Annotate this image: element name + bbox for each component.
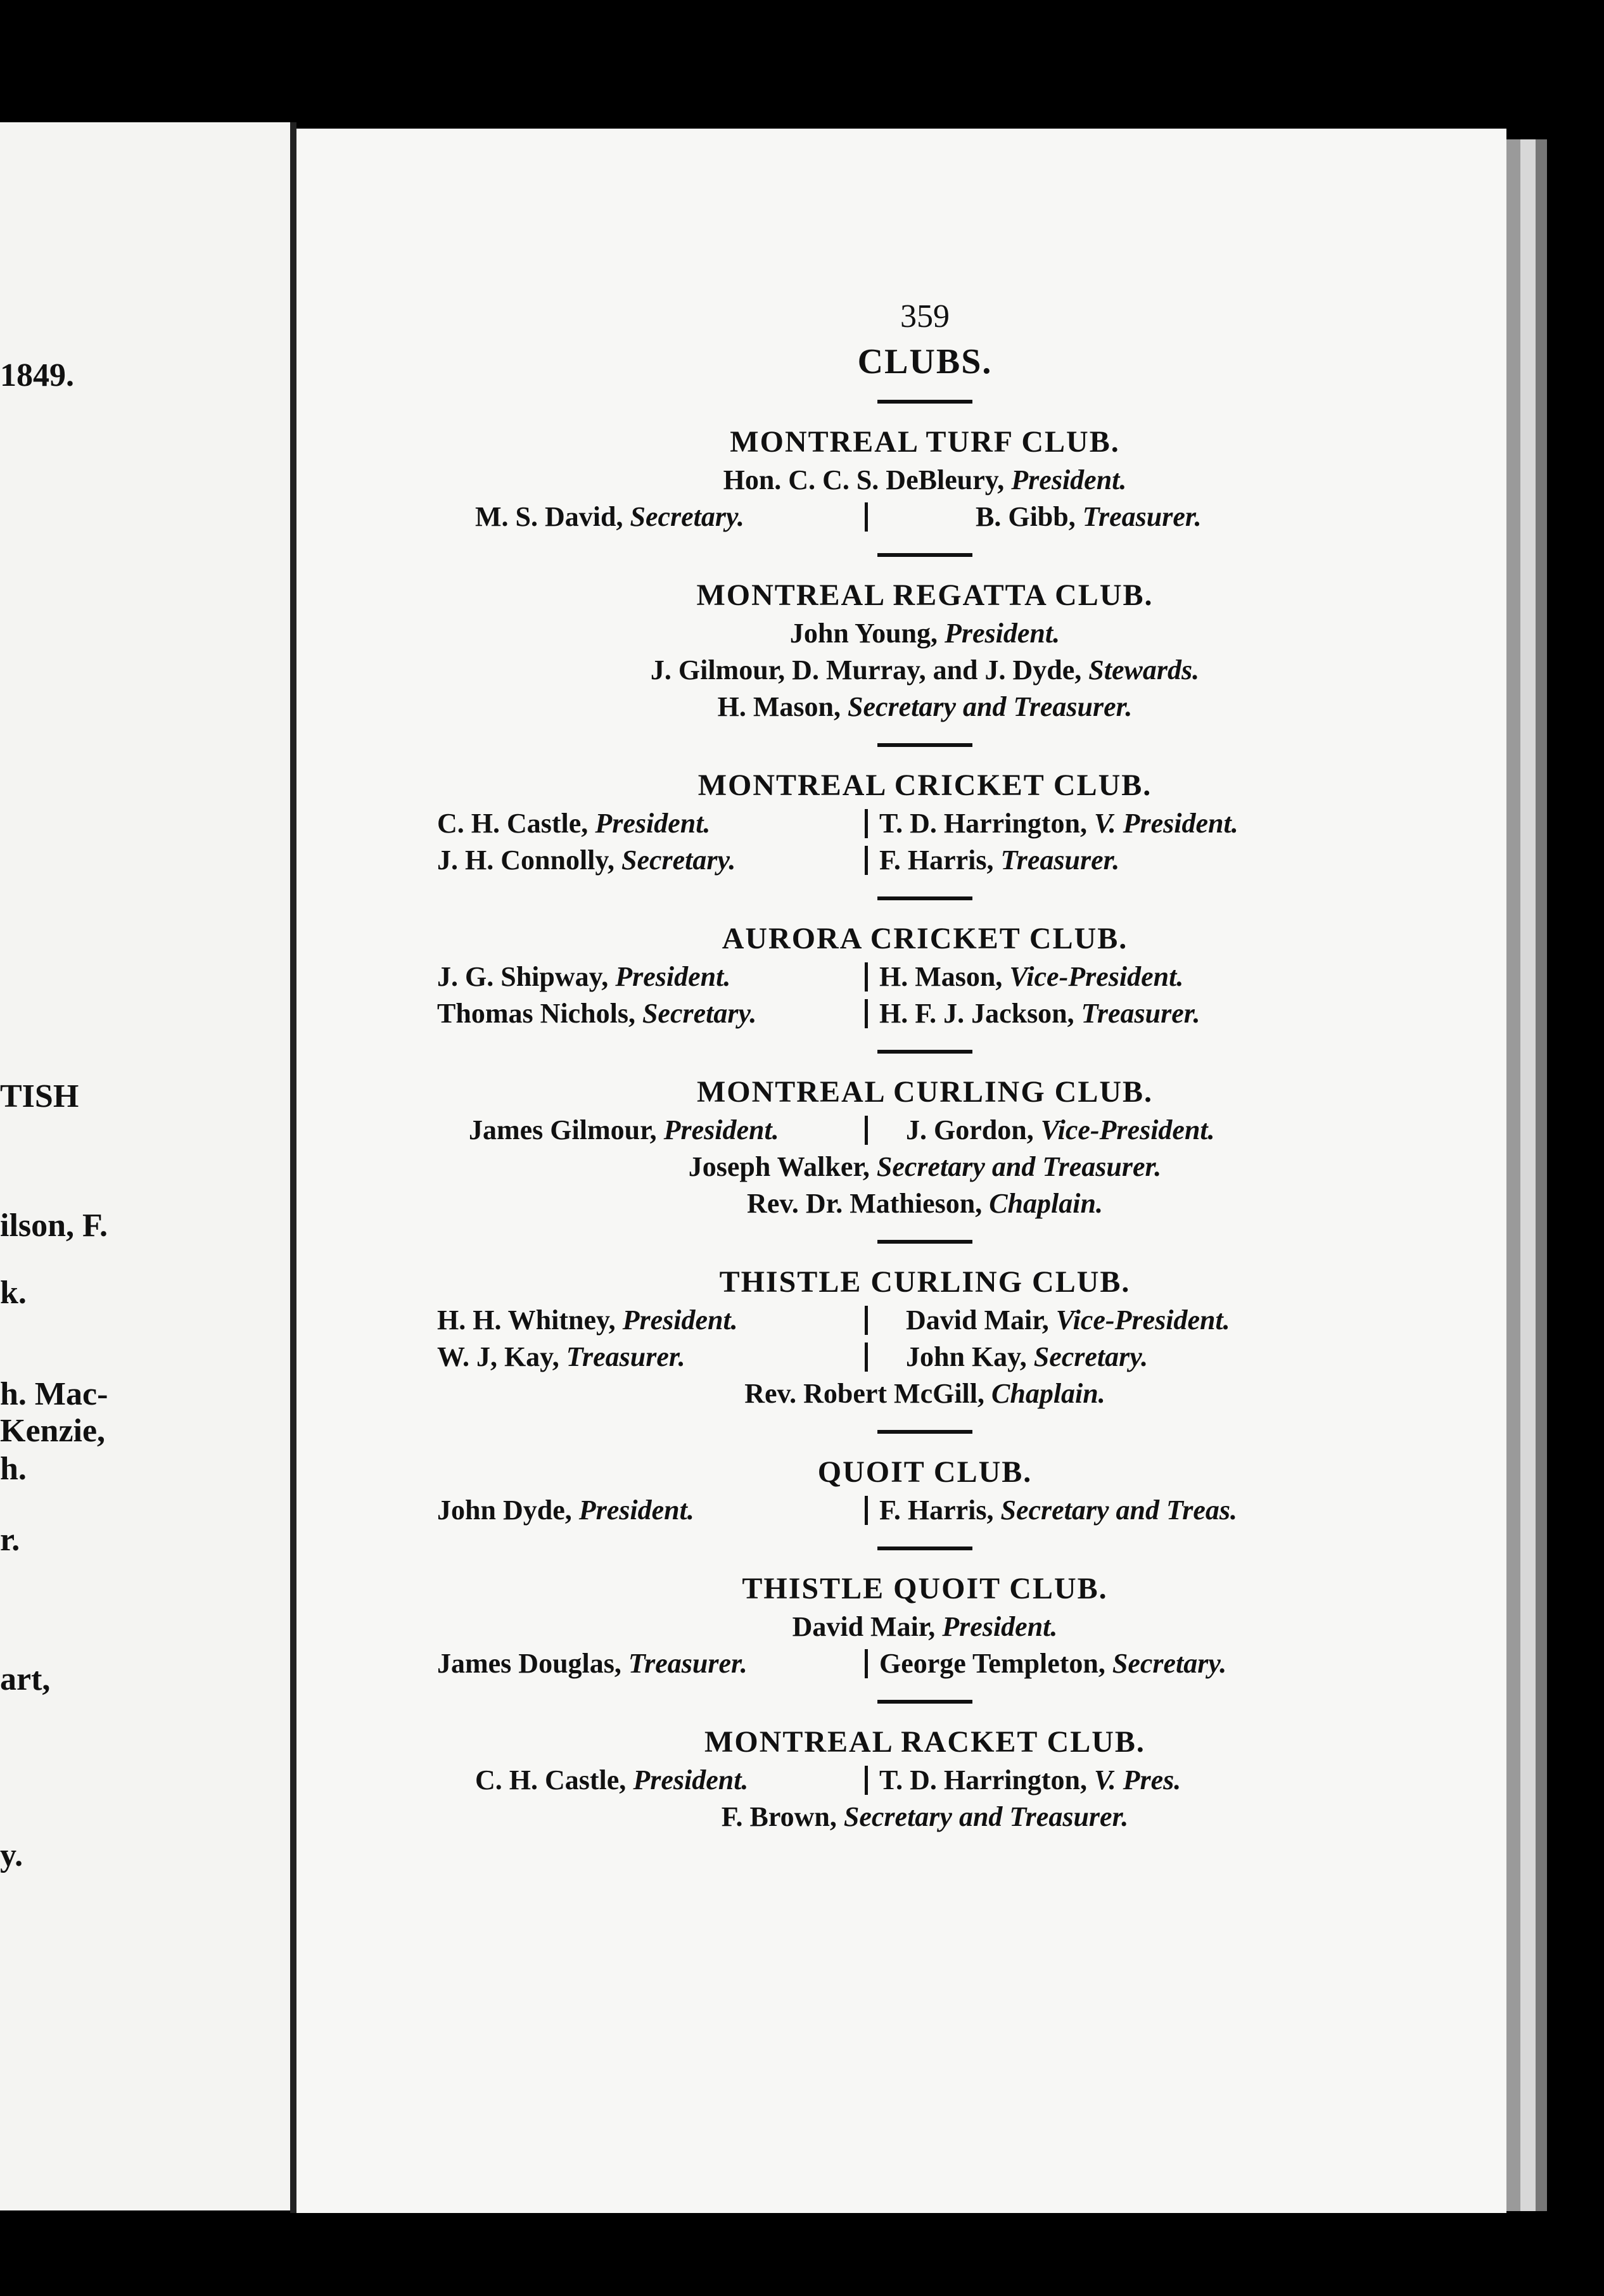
officer-role: Secretary and Treasurer. [876, 1151, 1162, 1182]
officer-role: President. [633, 1764, 749, 1795]
officer-role: President. [615, 961, 731, 992]
club-montreal-curling [405, 1073, 1394, 1222]
left-page-fragment: h. [0, 1451, 27, 1487]
officer-pair [405, 1762, 1394, 1799]
divider [877, 400, 972, 404]
clubs-page-content [405, 298, 1394, 1835]
club-name: MONTREAL CURLING CLUB. [696, 1075, 1154, 1109]
officer-role: Secretary. [630, 501, 744, 532]
officer-pair [405, 1492, 1394, 1529]
column-separator [865, 1343, 868, 1372]
officer-line [431, 1375, 1419, 1412]
left-page-fragment: Kenzie, [0, 1413, 106, 1449]
club-name: THISTLE QUOIT CLUB. [742, 1572, 1108, 1605]
officer-name: James Gilmour, [469, 1114, 657, 1145]
club-montreal-regatta [405, 576, 1394, 725]
divider [877, 896, 972, 900]
officer-line [431, 1609, 1419, 1645]
officer-line [431, 689, 1419, 725]
officer-role: Secretary. [1033, 1341, 1149, 1372]
club-montreal-turf [405, 423, 1394, 535]
column-separator [865, 1766, 868, 1795]
officer-pair [405, 959, 1394, 995]
left-page-fragment: h. Mac- [0, 1376, 108, 1412]
officer-name: C. H. Castle, [437, 808, 589, 839]
officer-role: Secretary. [621, 845, 736, 876]
left-page-fragment: y. [0, 1837, 23, 1873]
column-separator [865, 1116, 868, 1145]
divider [877, 553, 972, 557]
officer-name: T. D. Harrington, [879, 808, 1087, 839]
officer-name: David Mair, [792, 1611, 936, 1642]
club-name: MONTREAL CRICKET CLUB. [697, 769, 1152, 802]
column-separator [865, 846, 868, 875]
club-name: MONTREAL RACKET CLUB. [704, 1725, 1145, 1759]
left-page [0, 122, 290, 2210]
officer-line [431, 1149, 1419, 1185]
officer-role: President. [942, 1611, 1058, 1642]
divider [877, 1700, 972, 1704]
officer-role: Secretary and Treasurer. [847, 691, 1133, 722]
officer-name: H. F. J. Jackson, [879, 998, 1074, 1029]
column-separator [865, 1649, 868, 1678]
officer-name: Thomas Nichols, [437, 998, 635, 1029]
club-name: MONTREAL TURF CLUB. [730, 425, 1120, 459]
officer-role: Secretary and Treasurer. [843, 1801, 1129, 1832]
officer-name: F. Harris, [879, 845, 994, 876]
left-page-fragment: art, [0, 1661, 51, 1697]
officer-name: T. D. Harrington, [879, 1764, 1087, 1795]
officer-name: F. Brown, [721, 1801, 837, 1832]
officer-role: Secretary. [642, 998, 757, 1029]
officer-name: Hon. C. C. S. DeBleury, [723, 464, 1005, 495]
officer-line [431, 1799, 1419, 1835]
officer-name: J. H. Connolly, [437, 845, 614, 876]
officer-role: President. [595, 808, 711, 839]
officer-role: V. Pres. [1093, 1764, 1181, 1795]
officer-role: Chaplain. [991, 1378, 1105, 1409]
officer-role: Stewards. [1088, 654, 1200, 686]
officer-name: C. H. Castle, [475, 1764, 627, 1795]
officer-role: Secretary and Treas. [1000, 1495, 1238, 1526]
officer-role: V. President. [1093, 808, 1238, 839]
column-separator [865, 1306, 868, 1335]
officer-name: J. G. Shipway, [437, 961, 609, 992]
divider [877, 1430, 972, 1434]
column-separator [865, 999, 868, 1028]
divider [877, 743, 972, 747]
officer-name: J. Gordon, [906, 1114, 1034, 1145]
officer-pair [405, 1112, 1394, 1149]
officer-role: Chaplain. [989, 1188, 1103, 1219]
club-thistle-quoit [405, 1569, 1394, 1682]
club-name: AURORA CRICKET CLUB. [722, 922, 1128, 955]
officer-line [431, 652, 1419, 689]
divider [877, 1240, 972, 1244]
officer-name: H. Mason, [879, 961, 1003, 992]
officer-role: Treasurer. [1000, 845, 1120, 876]
club-montreal-cricket [405, 766, 1394, 879]
club-aurora-cricket [405, 919, 1394, 1032]
page-edge [1520, 139, 1536, 2211]
officer-role: President. [663, 1114, 779, 1145]
officer-role: Treasurer. [628, 1648, 748, 1679]
officer-role: President. [945, 618, 1060, 649]
club-quoit [405, 1453, 1394, 1529]
column-separator [865, 962, 868, 992]
officer-role: Treasurer. [1082, 501, 1202, 532]
officer-name: David Mair, [906, 1304, 1049, 1336]
officer-name: B. Gibb, [976, 501, 1076, 532]
officer-name: J. Gilmour, D. Murray, and J. Dyde, [650, 654, 1082, 686]
book-gutter [290, 122, 296, 2213]
officer-name: Rev. Dr. Mathieson, [747, 1188, 983, 1219]
page-number: 359 [900, 298, 950, 335]
officer-name: John Young, [789, 618, 938, 649]
club-thistle-curling [405, 1263, 1394, 1412]
officer-name: Joseph Walker, [688, 1151, 870, 1182]
page-edge [1506, 139, 1520, 2211]
officer-pair [405, 842, 1394, 879]
officer-role: Treasurer. [1081, 998, 1200, 1029]
officer-name: M. S. David, [475, 501, 623, 532]
officer-pair [405, 1645, 1394, 1682]
left-page-fragment: k. [0, 1275, 27, 1311]
officer-name: John Dyde, [437, 1495, 572, 1526]
divider [877, 1050, 972, 1054]
club-name: THISTLE CURLING CLUB. [719, 1265, 1131, 1299]
officer-name: H. Mason, [717, 691, 841, 722]
officer-name: F. Harris, [879, 1495, 994, 1526]
officer-pair [405, 995, 1394, 1032]
column-separator [865, 809, 868, 838]
officer-role: President. [1011, 464, 1127, 495]
officer-name: H. H. Whitney, [437, 1304, 616, 1336]
officer-role: President. [578, 1495, 694, 1526]
left-page-fragment: ilson, F. [0, 1208, 108, 1244]
officer-name: John Kay, [906, 1341, 1027, 1372]
page-title: CLUBS. [857, 342, 993, 381]
officer-line [431, 462, 1419, 499]
officer-name: George Templeton, [879, 1648, 1105, 1679]
officer-role: Treasurer. [566, 1341, 685, 1372]
column-separator [865, 1496, 868, 1525]
officer-role: Secretary. [1112, 1648, 1227, 1679]
left-page-fragment: TISH [0, 1078, 79, 1114]
officer-name: W. J, Kay, [437, 1341, 559, 1372]
club-montreal-racket [405, 1723, 1394, 1835]
officer-pair [405, 499, 1394, 535]
club-name: MONTREAL REGATTA CLUB. [696, 578, 1154, 612]
left-page-fragment: r. [0, 1522, 20, 1558]
page-edge [1536, 139, 1547, 2211]
club-name: QUOIT CLUB. [817, 1455, 1033, 1489]
officer-role: Vice-President. [1055, 1304, 1230, 1336]
column-separator [865, 502, 868, 532]
officer-role: President. [622, 1304, 738, 1336]
officer-name: James Douglas, [437, 1648, 621, 1679]
divider [877, 1547, 972, 1550]
officer-role: Vice-President. [1040, 1114, 1215, 1145]
officer-pair [405, 1302, 1394, 1339]
officer-pair [405, 805, 1394, 842]
officer-role: Vice-President. [1009, 961, 1184, 992]
officer-line [431, 615, 1419, 652]
left-page-year: 1849. [0, 357, 74, 393]
officer-pair [405, 1339, 1394, 1375]
officer-line [431, 1185, 1419, 1222]
officer-name: Rev. Robert McGill, [744, 1378, 985, 1409]
